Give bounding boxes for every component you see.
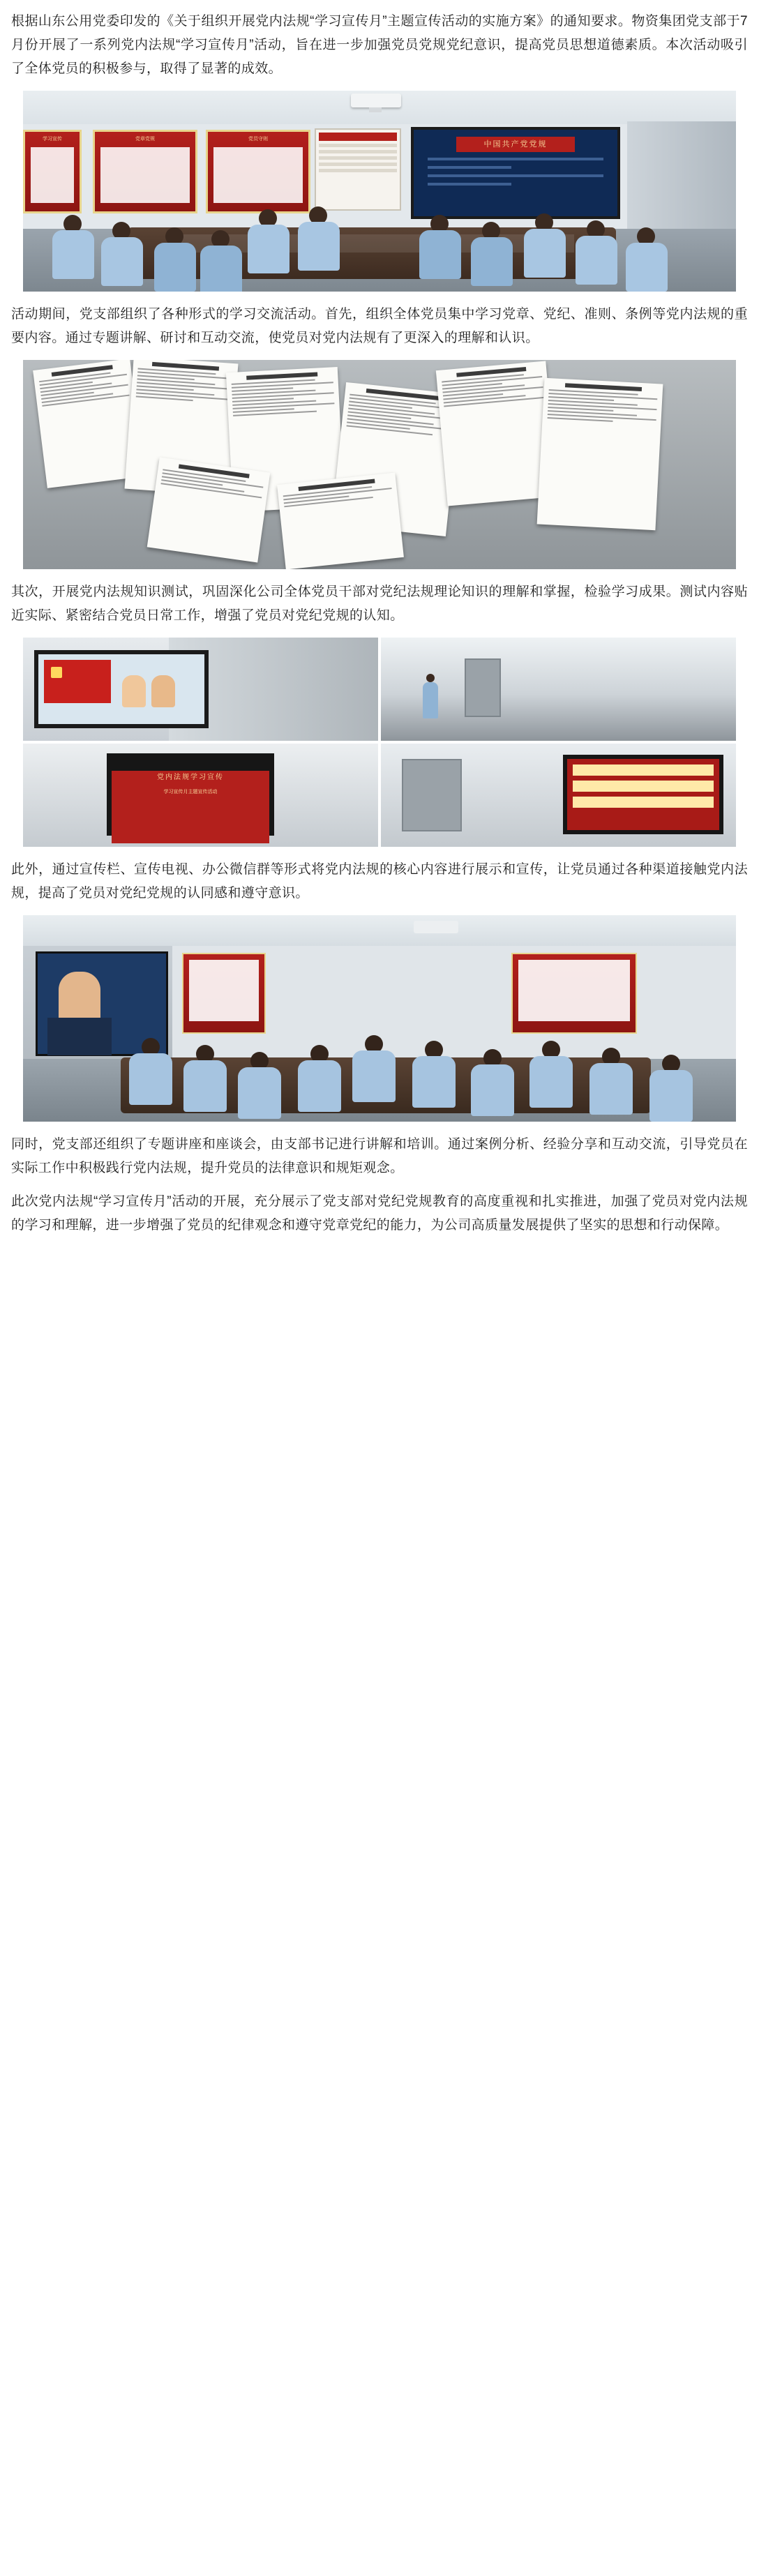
person-body — [649, 1070, 693, 1122]
person — [469, 222, 514, 286]
person — [236, 1052, 283, 1119]
paragraph-1: 根据山东公用党委印发的《关于组织开展党内法规“学习宣传月”主题宣传活动的实施方案》的通知要求。物资集团党支部于7月份开展了一系列党内法规“学习宣传月”活动，旨在进一步加强党员党规党纪意识，提高党员思想道德素质。本次活动吸引了全体党员的积极参与，取得了显著的成效。 — [11, 14, 748, 76]
figure-lecture-and-discussion — [23, 915, 736, 1122]
elevator-door — [402, 759, 462, 831]
person — [246, 209, 291, 273]
test-paper — [147, 457, 271, 562]
screen-text-line — [428, 166, 511, 169]
person-body — [626, 243, 668, 292]
person-body — [154, 243, 196, 292]
tv-screen-line — [573, 764, 714, 776]
information-board — [315, 128, 401, 211]
paper-title — [52, 365, 113, 377]
person-body — [529, 1056, 573, 1108]
ceiling — [23, 915, 736, 946]
wall-panel-1 — [182, 953, 266, 1034]
tv-screen — [112, 771, 269, 843]
wall-panel-2-content — [213, 147, 303, 203]
test-paper — [537, 378, 663, 531]
person-body — [183, 1060, 227, 1112]
person-body — [589, 1063, 633, 1115]
tv-screen-subtitle: 学习宣传月主题宣传活动 — [163, 790, 218, 794]
person-body — [52, 230, 94, 279]
tv-screen-line — [573, 781, 714, 792]
person — [574, 220, 619, 285]
paper-title — [246, 372, 317, 379]
person — [411, 1041, 457, 1108]
wall-panel-1-content — [100, 147, 190, 203]
person — [469, 1049, 516, 1116]
wall-panel-2 — [511, 953, 637, 1034]
figure-graphic — [151, 675, 175, 707]
screen-text-line — [428, 183, 511, 186]
board-line — [319, 150, 397, 153]
projection-screen — [411, 127, 620, 219]
person-body — [238, 1067, 281, 1119]
projector-icon — [351, 93, 401, 107]
person — [199, 230, 243, 292]
paragraph-3: 其次，开展党内法规知识测试，巩固深化公司全体党员干部对党纪法规理论知识的理解和掌握，检验学习成果。测试内容贴近实际、紧密结合党员日常工作，增强了党员对党纪党规的认知。 — [11, 585, 748, 623]
person — [296, 206, 341, 271]
person — [423, 682, 438, 718]
figure-meeting-study-session — [23, 91, 736, 292]
cell-tv-party-discipline — [23, 744, 378, 847]
person — [351, 1035, 397, 1102]
person-body — [248, 225, 290, 273]
wall-panel-1 — [93, 130, 197, 213]
person — [100, 222, 144, 286]
tv-screen — [567, 759, 719, 830]
person-body — [298, 1060, 341, 1112]
person-body — [129, 1053, 172, 1105]
paragraph-6: 此次党内法规“学习宣传月”活动的开展，充分展示了党支部对党纪党规教育的高度重视和扎实推进，加强了党员对党内法规的学习和理解，进一步增强了党员的纪律观念和遵守党章党纪的能力，为公司高质量发展提供了坚实的思想和行动保障。 — [11, 1194, 748, 1233]
board-line — [319, 156, 397, 160]
wall-panel-1-content — [189, 960, 259, 1021]
paragraph-5: 同时，党支部还组织了专题讲座和座谈会，由支部书记进行讲解和培训。通过案例分析、经验分享和互动交流，引导党员在实际工作中积极践行党内法规，提升党员的法律意识和规矩观念。 — [11, 1137, 748, 1175]
paper-title — [366, 389, 439, 400]
paragraph-4: 此外，通过宣传栏、宣传电视、办公微信群等形式将党内法规的核心内容进行展示和宣传，让党员通过各种渠道接触党内法规，提高了党员对党纪党规的认同感和遵守意识。 — [11, 862, 748, 901]
article-page — [0, 0, 759, 1268]
screen-text-line — [428, 158, 603, 160]
wall-panel-1-title: 党章党规 — [135, 137, 155, 142]
wall-panel-2-title: 党员守则 — [248, 137, 268, 142]
person-body — [576, 236, 617, 285]
figure-publicity-screens — [23, 638, 736, 847]
person — [588, 1048, 634, 1115]
person-body — [419, 230, 461, 279]
person-body — [471, 1064, 514, 1116]
speaker-body — [47, 1018, 112, 1055]
person-body — [101, 237, 143, 286]
tv-screen-line — [573, 797, 714, 808]
screen-text-line — [428, 174, 603, 177]
person — [648, 1055, 694, 1122]
wall-panel-left-content — [31, 147, 74, 203]
person-body — [298, 222, 340, 271]
person — [418, 215, 463, 279]
speaker-portrait — [59, 972, 100, 1025]
door — [465, 658, 501, 717]
figure-knowledge-test-papers — [23, 360, 736, 569]
cell-corridor-hallway — [381, 638, 736, 741]
person — [182, 1045, 228, 1112]
figure-graphic — [122, 675, 146, 707]
person — [128, 1038, 174, 1105]
tv-screen-title: 党内法规学习宣传 — [157, 774, 224, 781]
person-body — [524, 229, 566, 278]
cell-corridor-tv-flag — [23, 638, 378, 741]
wall-panel-2-content — [518, 960, 630, 1021]
projector-icon — [414, 921, 458, 933]
person — [153, 227, 197, 292]
person-body — [352, 1050, 396, 1102]
tv-screen — [38, 654, 204, 724]
board-line — [319, 144, 397, 147]
wall-panel-2 — [206, 130, 310, 213]
board-header — [319, 133, 397, 141]
projection-screen-title: 中国共产党党规 — [456, 137, 575, 152]
person — [528, 1041, 574, 1108]
wall-television — [34, 650, 209, 728]
person — [624, 227, 669, 292]
wall-television — [107, 753, 274, 836]
board-line — [319, 163, 397, 166]
paragraph-2: 活动期间，党支部组织了各种形式的学习交流活动。首先，组织全体党员集中学习党章、党纪、准则、条例等党内法规的重要内容。通过专题讲解、研讨和互动交流，使党员对党内法规有了更深入的理解和认识。 — [11, 307, 748, 345]
wall-panel-left-title: 学习宣传 — [43, 137, 62, 142]
test-paper — [277, 472, 404, 569]
cell-elevator-lobby-tv — [381, 744, 736, 847]
person — [523, 213, 567, 278]
wall-television — [563, 755, 723, 834]
person-body — [471, 237, 513, 286]
wall-panel-left — [23, 130, 82, 213]
party-flag-graphic — [44, 660, 111, 703]
person — [296, 1045, 343, 1112]
board-line — [319, 169, 397, 172]
person — [51, 215, 96, 279]
person-body — [200, 246, 242, 292]
side-wall — [627, 121, 736, 240]
person-body — [412, 1056, 456, 1108]
